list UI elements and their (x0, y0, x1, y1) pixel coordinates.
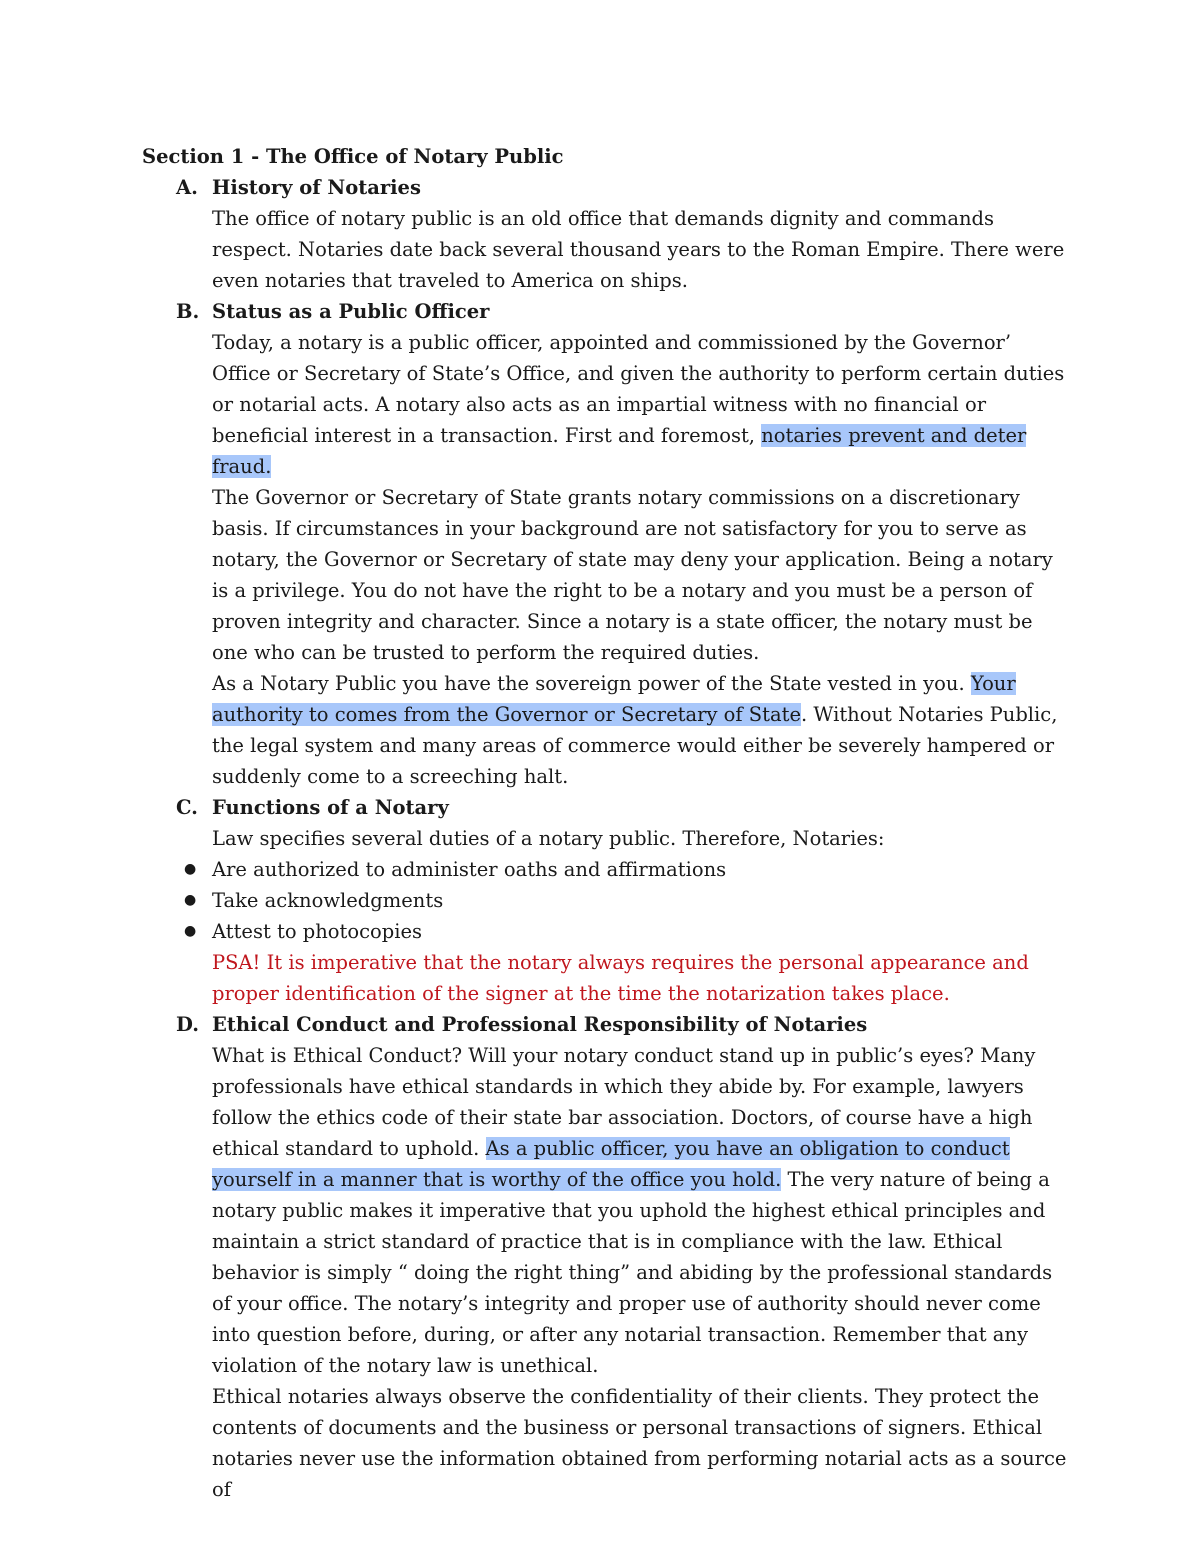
list-item (142, 885, 1072, 916)
paragraph: The Governor or Secretary of State grants notary commissions on a discretionary basis. If circumstances in your background are not satisfactory for you to serve as notary, the Governor or Secretary of state may deny your application. Being a notary is a privilege. You do not have the right to be a notary and you must be a person of proven integrity and character. Since a notary is a state officer, the notary must be one who can be trusted to perform the required duties. (212, 486, 1053, 664)
highlighted-text: As a public officer, you have an obligation to conduct yourself in a manner that is worthy of the office you hold. (212, 1137, 1010, 1191)
document-body (142, 141, 1072, 1505)
item-heading: Functions of a Notary (212, 796, 449, 819)
item-letter: D. (176, 1013, 200, 1036)
paragraph-text: What is Ethical Conduct? Will your notary conduct stand up in public’s eyes? Many professionals have ethical standards in which they abide by. For example, lawyers follow the ethics code of their state bar association. Doctors, of course have a high ethical standard to uphold. (212, 1044, 1036, 1160)
list-item (142, 854, 1072, 885)
item-history-of-notaries (142, 172, 1072, 296)
item-letter: B. (176, 300, 200, 323)
highlighted-text: Your authority to comes from the Governor or Secretary of State (212, 672, 1016, 726)
paragraph-text: As a Notary Public you have the sovereign power of the State vested in you. (212, 672, 971, 695)
paragraph-text: . Without Notaries Public, the legal system and many areas of commerce would either be severely hampered or suddenly come to a screeching halt. (212, 703, 1058, 788)
bullet-icon: ● (184, 892, 197, 908)
paragraph: The office of notary public is an old office that demands dignity and commands respect. Notaries date back several thousand years to the Roman Empire. There were even notaries that traveled to America on ships. (212, 207, 1065, 292)
bullet-icon: ● (184, 923, 197, 939)
item-letter: C. (176, 796, 198, 819)
list-item-text: Attest to photocopies (212, 920, 423, 943)
item-heading: Ethical Conduct and Professional Responsibility of Notaries (212, 1013, 868, 1036)
psa-note: PSA! It is imperative that the notary always requires the personal appearance and proper identification of the signer at the time the notarization takes place. (212, 951, 1029, 1005)
list-item-text: Are authorized to administer oaths and affirmations (212, 858, 727, 881)
section-title: Section 1 - The Office of Notary Public (142, 145, 564, 168)
item-status-as-public-officer (142, 296, 1072, 792)
item-functions-of-a-notary (142, 792, 1072, 854)
item-letter: A. (176, 176, 198, 199)
bullet-icon: ● (184, 861, 197, 877)
bullet-list (142, 854, 1072, 947)
paragraph (212, 668, 1072, 792)
paragraph (212, 1040, 1072, 1381)
item-ethical-conduct (142, 1009, 1072, 1505)
paragraph: Law specifies several duties of a notary public. Therefore, Notaries: (212, 827, 885, 850)
list-item-text: Take acknowledgments (212, 889, 444, 912)
paragraph-text: The very nature of being a notary public makes it imperative that you uphold the highest ethical principles and maintain a strict standard of practice that is in compliance with the law. Ethical behavior is simply “ doing the right thing” and abiding by the professional standards of your office. The notary’s integrity and proper use of authority should never come into question before, during, or after any notarial transaction. Remember that any violation of the notary law is unethical. (212, 1168, 1053, 1377)
paragraph (212, 327, 1072, 482)
item-heading: Status as a Public Officer (212, 300, 490, 323)
list-item (142, 916, 1072, 947)
item-heading: History of Notaries (212, 176, 421, 199)
psa-block (142, 947, 1072, 1009)
paragraph-text: Today, a notary is a public officer, appointed and commissioned by the Governor’ Office or Secretary of State’s Office, and given the authority to perform certain duties or notarial acts. A notary also acts as an impartial witness with no financial or beneficial interest in a transaction. First and foremost, (212, 331, 1065, 447)
highlighted-text: notaries prevent and deter fraud. (212, 424, 1027, 478)
paragraph: Ethical notaries always observe the confidentiality of their clients. They protect the contents of documents and the business or personal transactions of signers. Ethical notaries never use the information obtained from performing notarial acts as a source of (212, 1385, 1067, 1501)
